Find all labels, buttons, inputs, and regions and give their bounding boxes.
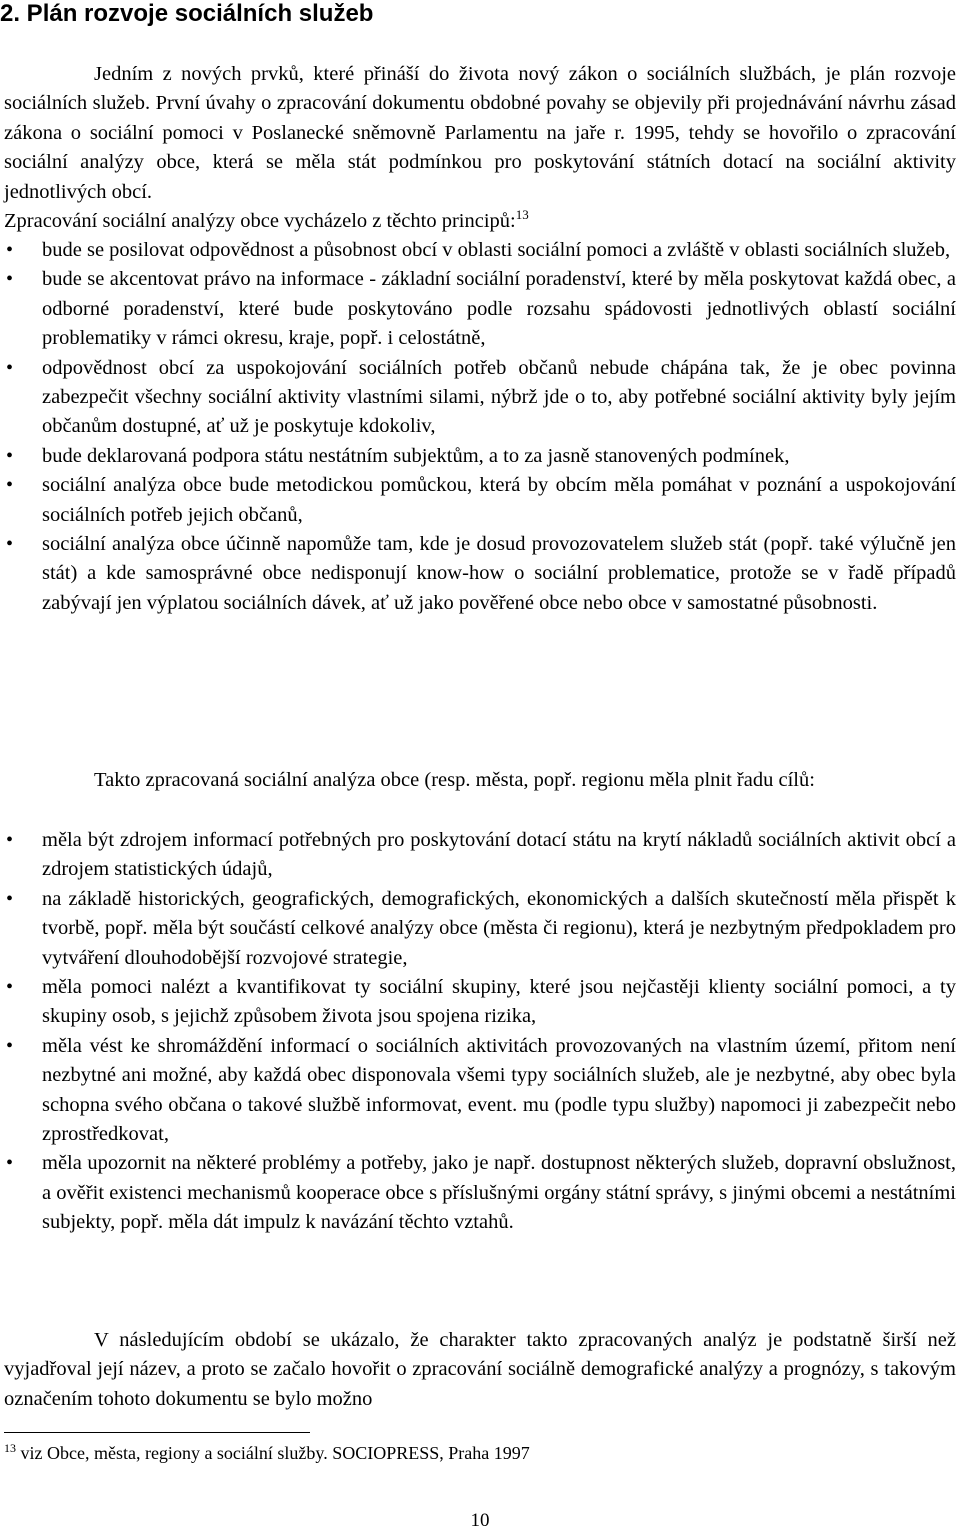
list-item-text: bude se posilovat odpovědnost a působnost obcí v oblasti sociální pomoci a zvláště v oblasti sociálních služeb, [42, 239, 951, 261]
list-item-text: měla upozornit na některé problémy a potřeby, jako je např. dostupnost některých služeb, dopravní obslužnost, a ověřit existenci mechanismů kooperace obce s příslušnými orgány státní správy, s jinými obcemi a nestátními subjekty, popř. měla dát impulz k navázání těchto vztahů. [42, 1152, 956, 1234]
principles-intro-text: Zpracování sociální analýzy obce vycházelo z těchto principů: [4, 210, 516, 232]
list-item [4, 471, 956, 530]
list-item [4, 265, 956, 353]
list-item [4, 973, 956, 1032]
footnote-reference: 13 [515, 207, 529, 223]
list-item [4, 826, 956, 885]
list-item [4, 530, 956, 618]
principles-list [4, 236, 956, 618]
bullet-icon: • [6, 1034, 14, 1057]
bullet-icon: • [6, 356, 14, 379]
list-item-text: měla pomoci nalézt a kvantifikovat ty sociální skupiny, které jsou nejčastěji klienty sociální pomoci, a ty skupiny osob, s jejichž způsobem života jsou spojena rizika, [42, 976, 956, 1028]
list-item-text: bude deklarovaná podpora státu nestátním subjektům, a to za jasně stanovených podmínek, [42, 444, 790, 467]
list-item [4, 1149, 956, 1237]
list-item-text: sociální analýza obce účinně napomůže tam, kde je dosud provozovatelem služeb stát (popř. také výlučně jen stát) a kde samosprávné obce nedisponují know-how o sociální problematice, protože se v řadě případů zabývají jen výplatou sociálních dávek, ať už jako pověřené obce nebo obce v samostatné působnosti. [42, 533, 956, 614]
list-item-text: měla být zdrojem informací potřebných pro poskytování dotací státu na krytí nákladů sociálních aktivit obcí a zdrojem statistických údajů, [42, 829, 956, 881]
bullet-icon: • [6, 829, 14, 851]
list-item-text: na základě historických, geografických, demografických, ekonomických a dalších skutečností měla přispět k tvorbě, popř. měla být součástí celkové analýzy obce (města či regionu), která je nezbytným předpokladem pro vytváření dlouhodobější rozvojové strategie, [42, 887, 956, 969]
footnote-number: 13 [4, 1441, 16, 1455]
bullet-icon: • [6, 268, 14, 291]
goals-list [4, 826, 956, 1238]
list-item-text: měla vést ke shromáždění informací o sociálních aktivitách provozovaných na vlastním území, přitom není nezbytné ani možné, aby každá obec disponovala všemi typy sociálních služeb, ale je nezbytné, aby obec byla schopna svého občana o takové službě informovat, event. mu (podle typu služby) napomoci ji zabezpečit nebo zprostředkovat, [42, 1034, 956, 1146]
bullet-icon: • [6, 976, 14, 999]
list-item-text: odpovědnost obcí za uspokojování sociálních potřeb občanů nebude chápána tak, že je obec povinna zabezpečit všechny sociální aktivity vlastními silami, nýbrž jde o to, aby potřebné sociální aktivity byly jejím občanům dostupné, ať už je poskytuje kdokoliv, [42, 356, 956, 438]
list-item [4, 236, 956, 265]
bullet-icon: • [6, 533, 14, 556]
list-item [4, 442, 956, 471]
list-item-text: sociální analýza obce bude metodickou pomůckou, která by obcím měla pomáhat v poznání a uspokojování sociálních potřeb jejich občanů, [42, 474, 956, 526]
list-item [4, 1032, 956, 1150]
page-number: 10 [470, 1510, 490, 1531]
list-item [4, 354, 956, 442]
bullet-icon: • [6, 239, 14, 261]
footnote [4, 1440, 530, 1466]
list-item-text: bude se akcentovat právo na informace - základní sociální poradenství, které by měla poskytovat každá obec, a odborné poradenství, které bude poskytováno podle rozsahu spádovosti jednotlivých oblastí sociální problematiky v rámci okresu, kraje, popř. i celostátně, [42, 268, 956, 350]
intro-paragraph: Jedním z nových prvků, které přináší do života nový zákon o sociálních službách, je plán rozvoje sociálních služeb. První úvahy o zpracování dokumentu obdobné povahy se objevily při projednávání návrhu zásad zákona o sociální pomoci v Poslanecké sněmovně Parlamentu na jaře r. 1995, tehdy se hovořilo o zpracování sociální analýzy obce, která se měla stát podmínkou pro poskytování státních dotací na sociální aktivity jednotlivých obcí. [4, 63, 956, 203]
bullet-icon: • [6, 1152, 14, 1175]
bullet-icon: • [6, 887, 14, 910]
bullet-icon: • [6, 474, 14, 497]
footnote-divider [4, 1432, 310, 1433]
goals-intro: Takto zpracovaná sociální analýza obce (resp. města, popř. regionu měla plnit řadu cílů: [94, 769, 815, 791]
section-heading: 2. Plán rozvoje sociálních služeb [0, 0, 374, 27]
closing-paragraph: V následujícím období se ukázalo, že charakter takto zpracovaných analýz je podstatně širší než vyjadřoval její název, a proto se začalo hovořit o zpracování sociálně demografické analýzy a prognózy, s takovým označením tohoto dokumentu se bylo možno [4, 1329, 956, 1410]
list-item [4, 885, 956, 973]
bullet-icon: • [6, 444, 14, 467]
principles-intro [4, 207, 956, 236]
footnote-text: viz Obce, města, regiony a sociální služby. SOCIOPRESS, Praha 1997 [20, 1443, 530, 1463]
